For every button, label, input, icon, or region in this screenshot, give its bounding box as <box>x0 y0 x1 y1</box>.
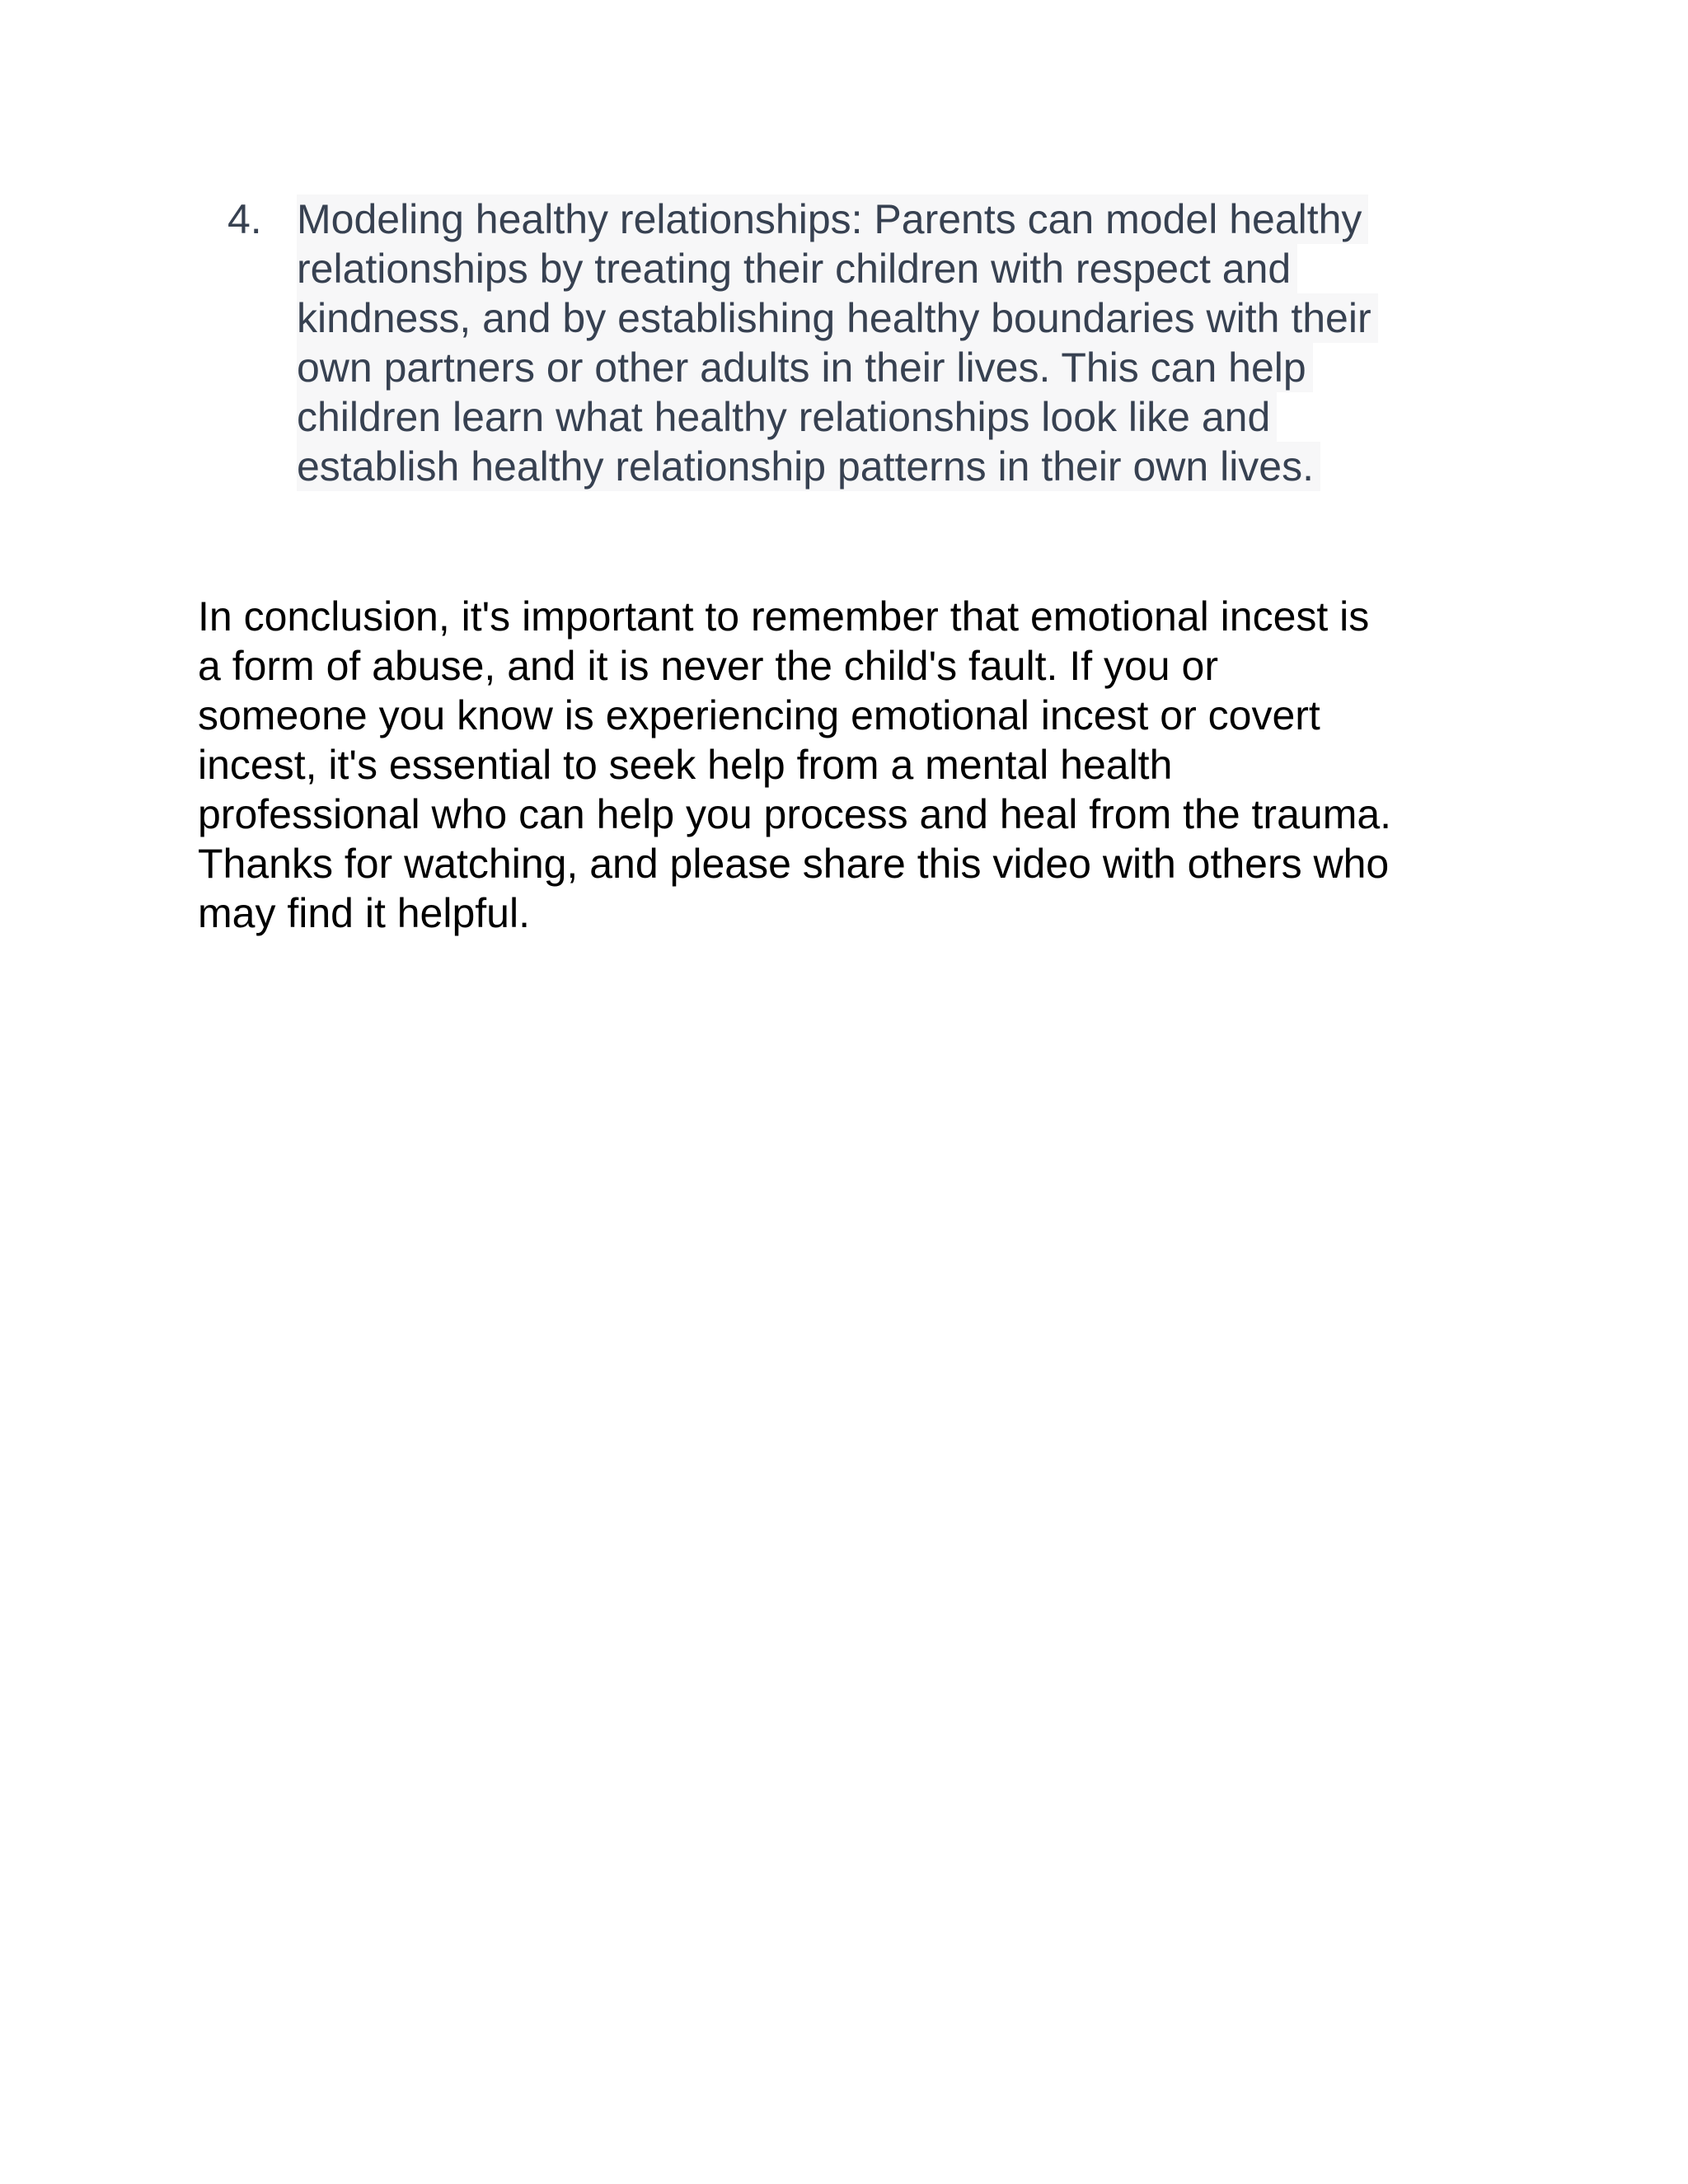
conclusion-line: Thanks for watching, and please share this video with others who <box>198 841 1390 887</box>
conclusion-line: professional who can help you process and heal from the trauma. <box>198 791 1392 837</box>
list-item-line: establish healthy relationship patterns in their own lives. <box>297 442 1320 491</box>
conclusion-paragraph <box>198 592 1517 938</box>
list-item-line: Modeling healthy relationships: Parents can model healthy <box>297 194 1368 244</box>
conclusion-line: may find it helpful. <box>198 890 530 936</box>
list-item-line: kindness, and by establishing healthy boundaries with their <box>297 293 1378 343</box>
list-item-line: own partners or other adults in their lives. This can help <box>297 343 1313 392</box>
conclusion-line: a form of abuse, and it is never the child's fault. If you or <box>198 643 1218 689</box>
list-item-number: 4. <box>227 196 262 242</box>
conclusion-line: incest, it's essential to seek help from a mental health <box>198 742 1173 788</box>
list-item-text <box>297 194 1378 491</box>
list-item-line: relationships by treating their children with respect and <box>297 244 1297 293</box>
list-item-line: children learn what healthy relationships look like and <box>297 392 1277 442</box>
conclusion-line: someone you know is experiencing emotional incest or covert <box>198 692 1320 738</box>
conclusion-line: In conclusion, it's important to remember that emotional incest is <box>198 593 1370 640</box>
numbered-list-item <box>221 194 1490 491</box>
